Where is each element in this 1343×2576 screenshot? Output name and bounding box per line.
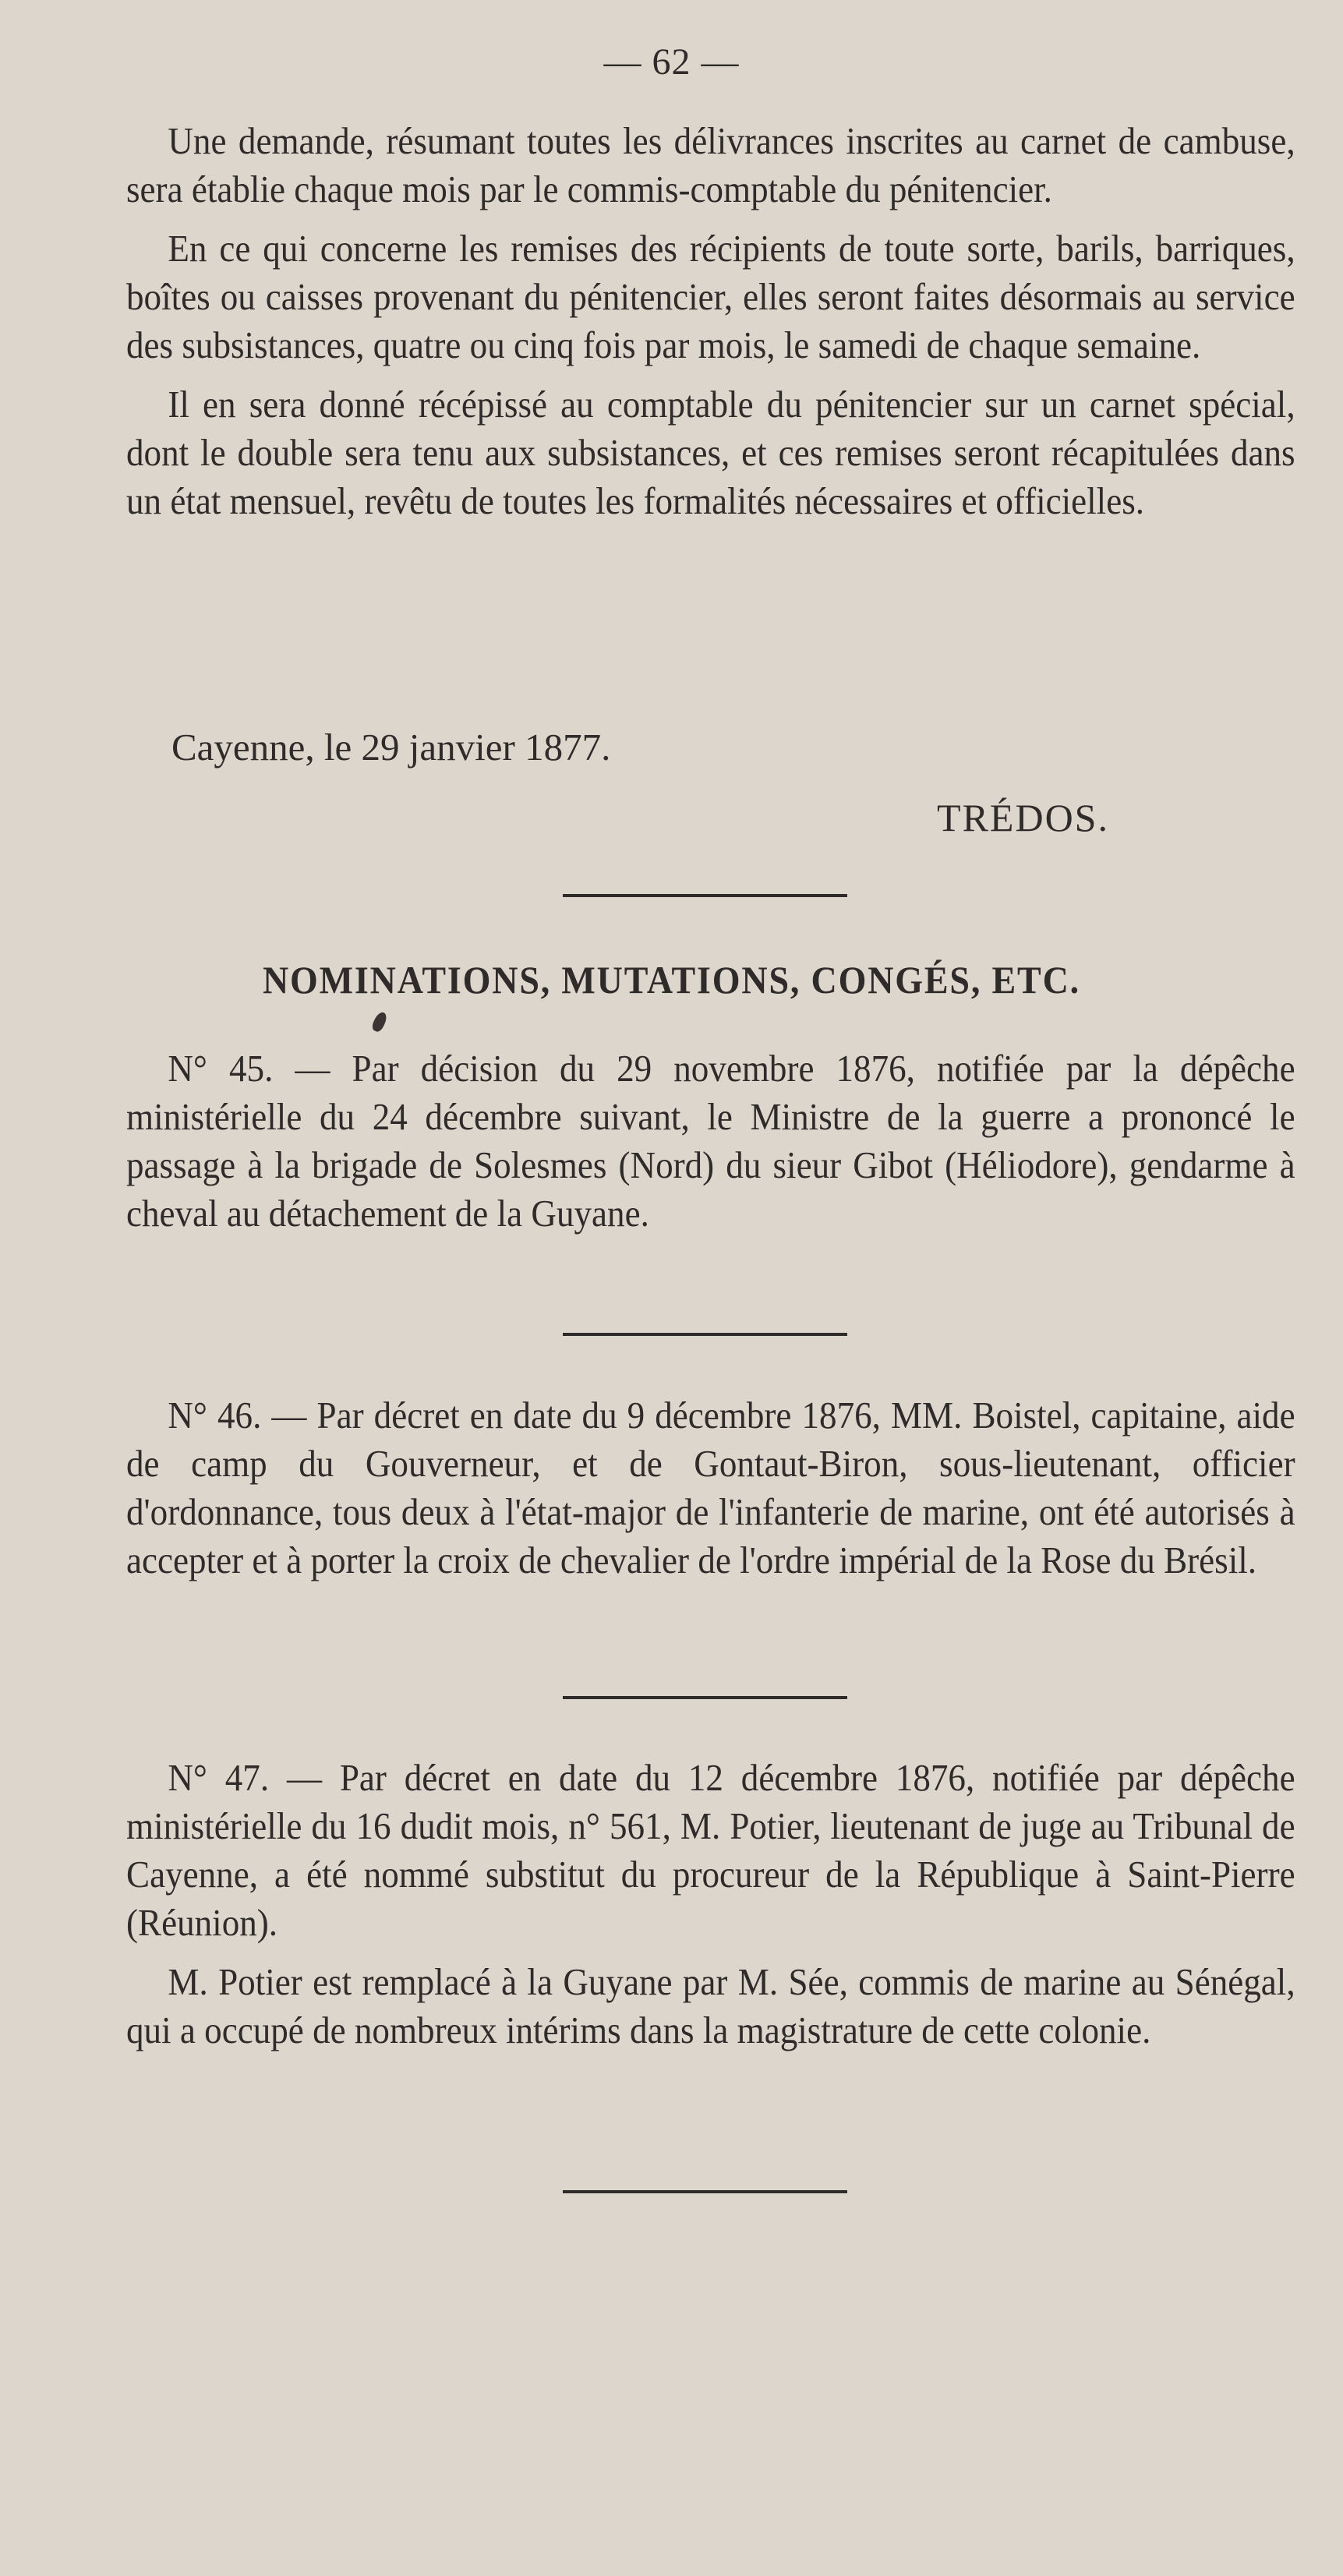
divider xyxy=(563,2190,847,2193)
page-number: — 62 — xyxy=(603,41,740,83)
paragraph: Une demande, résumant toutes les délivrances inscrites au carnet de cambuse, sera établie chaque mois par le commis-comptable du pénitencier. xyxy=(126,119,1295,210)
intro-text xyxy=(126,117,1295,525)
paragraph: Il en sera donné récépissé au comptable du pénitencier sur un carnet spécial, dont le double sera tenu aux subsistances, et ces remises seront récapitulées dans un état mensuel, revêtu de toutes les formalités nécessaires et officielles. xyxy=(126,383,1295,522)
divider xyxy=(563,894,847,897)
entry-text: N° 46. — Par décret en date du 9 décembre 1876, MM. Boistel, capitaine, aide de camp du Gouverneur, et de Gontaut-Biron, sous-lieutenant, officier d'ordonnance, tous deux à l'état-major de l'infanterie de marine, ont été autorisés à accepter et à porter la croix de chevalier de l'ordre impérial de la Rose du Brésil. xyxy=(126,1394,1295,1581)
entry-text: M. Potier est remplacé à la Guyane par M. Sée, commis de marine au Sénégal, qui a occupé de nombreux intérims dans la magistrature de cette colonie. xyxy=(126,1960,1295,2051)
signature: TRÉDOS. xyxy=(937,796,1109,839)
entry-47 xyxy=(126,1754,1295,2055)
dateline: Cayenne, le 29 janvier 1877. xyxy=(171,726,611,769)
divider xyxy=(563,1333,847,1336)
entry-text: N° 47. — Par décret en date du 12 décembre 1876, notifiée par dépêche ministérielle du 16 dudit mois, n° 561, M. Potier, lieutenant de juge au Tribunal de Cayenne, a été nommé substitut du procureur de la République à Saint-Pierre (Réunion). xyxy=(126,1756,1295,1944)
entry-46 xyxy=(126,1391,1295,1585)
paragraph: En ce qui concerne les remises des récipients de toute sorte, barils, barriques, boîtes ou caisses provenant du pénitencier, elles seront faites désormais au service des subsistances, quatre ou cinq fois par mois, le samedi de chaque semaine. xyxy=(126,227,1295,366)
section-heading: NOMINATIONS, MUTATIONS, CONGÉS, ETC. xyxy=(262,958,1080,1002)
ink-mark xyxy=(370,1010,389,1033)
entry-text: N° 45. — Par décision du 29 novembre 1876, notifiée par la dépêche ministérielle du 24 décembre suivant, le Ministre de la guerre a prononcé le passage à la brigade de Solesmes (Nord) du sieur Gibot (Héliodore), gendarme à cheval au détachement de la Guyane. xyxy=(126,1047,1295,1235)
divider xyxy=(563,1696,847,1699)
entry-45 xyxy=(126,1044,1295,1238)
